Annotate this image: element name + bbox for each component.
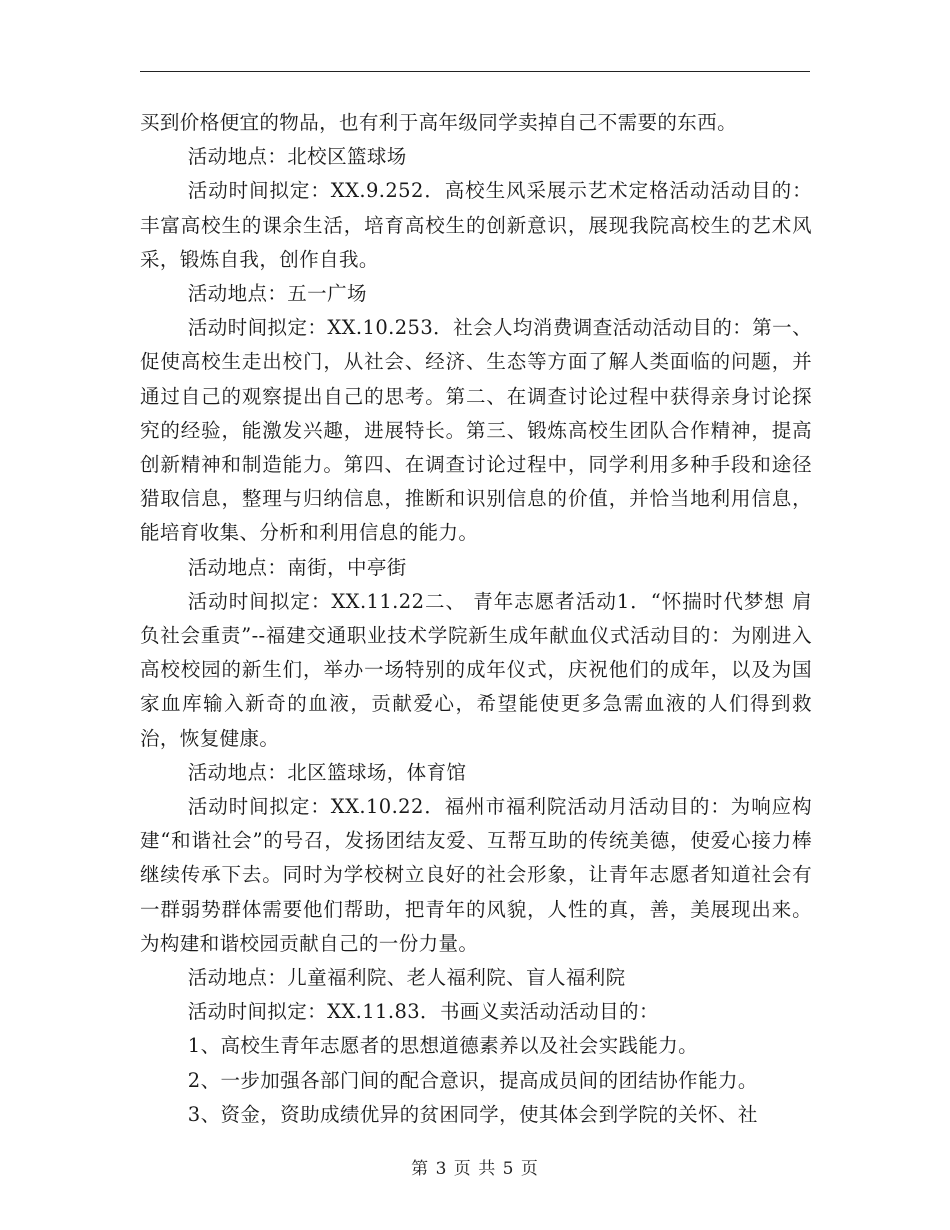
- paragraph-10: 活动地点：儿童福利院、老人福利院、盲人福利院: [187, 966, 626, 990]
- list-item-3: 3、资金，资助成绩优异的贫困同学，使其体会到学院的关怀、社: [187, 1102, 758, 1126]
- paragraph-11: 活动时间拟定：XX.11.83．书画义卖活动活动目的：: [187, 1000, 659, 1024]
- header-rule: [140, 71, 810, 72]
- paragraph-2: 活动地点：北校区篮球场: [187, 145, 407, 169]
- document-body: [140, 106, 812, 1132]
- list-item-1: 1、高校生青年志愿者的思想道德素养以及社会实践能力。: [187, 1034, 699, 1058]
- paragraph-4: 活动地点：五一广场: [187, 282, 367, 306]
- paragraph-3: 活动时间拟定：XX.9.252．高校生风采展示艺术定格活动活动目的：丰富高校生的课余生活，培育高校生的创新意识，展现我院高校生的艺术风采，锻炼自我，创作自我。: [140, 179, 812, 271]
- paragraph-7: 活动时间拟定：XX.11.22二、 青年志愿者活动1．“怀揣时代梦想 肩负社会重责”--福建交通职业技术学院新生成年献血仪式活动目的：为刚进入高校校园的新生们，举办一场特别的成年仪式，庆祝他们的成年，以及为国家血库输入新奇的血液，贡献爱心，希望能使更多急需血液的人们得到救治，恢复健康。: [140, 589, 812, 750]
- paragraph-9: 活动时间拟定：XX.10.22．福州市福利院活动月活动目的：为响应构建“和谐社会”的号召，发扬团结友爱、互帮互助的传统美德，使爱心接力棒继续传承下去。同时为学校树立良好的社会形象，让青年志愿者知道社会有一群弱势群体需要他们帮助，把青年的风貌，人性的真，善，美展现出来。为构建和谐校园贡献自己的一份力量。: [140, 795, 812, 955]
- paragraph-1: 买到价格便宜的物品，也有利于高年级同学卖掉自己不需要的东西。: [140, 111, 738, 134]
- paragraph-6: 活动地点：南街，中亭街: [187, 555, 407, 579]
- paragraph-5: 活动时间拟定：XX.10.253．社会人均消费调查活动活动目的：第一、促使高校生走出校门，从社会、经济、生态等方面了解人类面临的问题，并通过自己的观察提出自己的思考。第二、在调查讨论过程中获得亲身讨论探究的经验，能激发兴趣，进展特长。第三、锻炼高校生团队合作精神，提高创新精神和制造能力。第四、在调查讨论过程中，同学利用多种手段和途径猎取信息，整理与归纳信息，推断和识别信息的价值，并恰当地利用信息，能培育收集、分析和利用信息的能力。: [140, 316, 812, 545]
- list-item-2: 2、一步加强各部门间的配合意识，提高成员间的团结协作能力。: [187, 1068, 758, 1092]
- page-number-footer: 第 3 页 共 5 页: [411, 1159, 539, 1179]
- paragraph-8: 活动地点：北区篮球场，体育馆: [187, 760, 467, 784]
